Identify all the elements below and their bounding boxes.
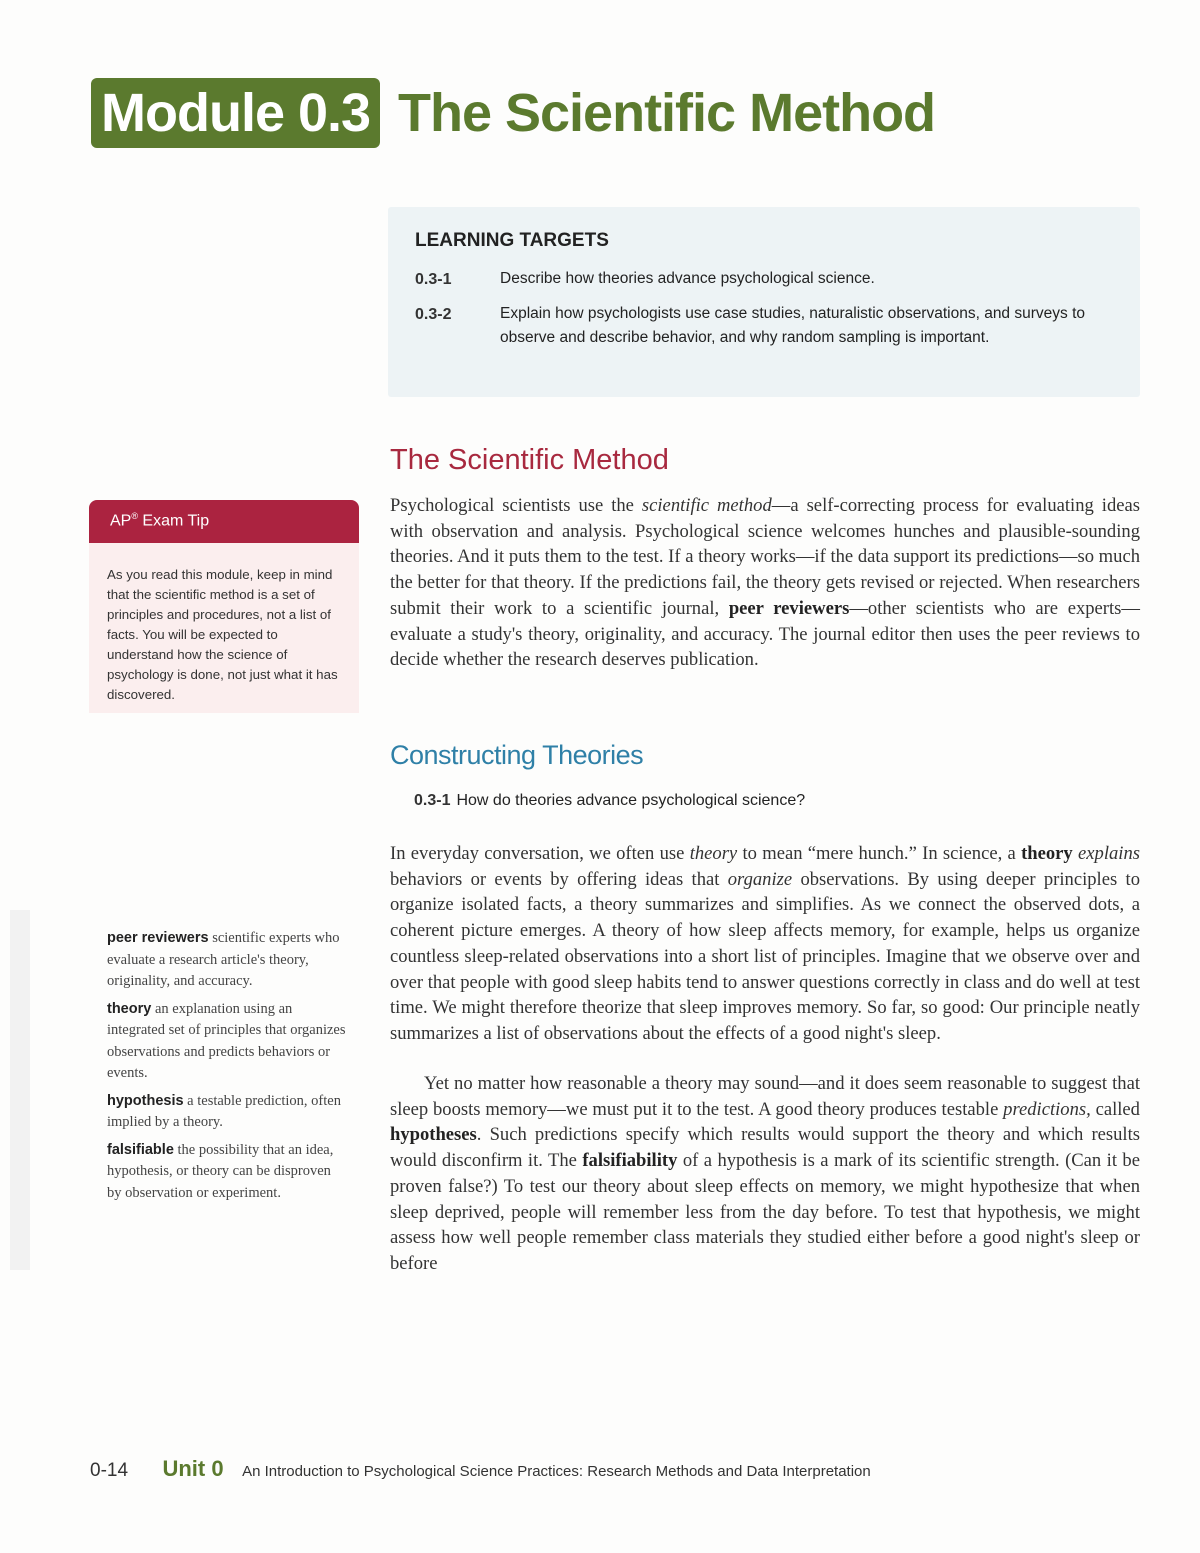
ap-tip-body: As you read this module, keep in mind that the scientific method is a set of principles and procedures, not a list of facts. You will be expected to understand how the science of psychology is done, not just what it has discovered. — [107, 567, 338, 702]
page-footer — [90, 1456, 871, 1482]
module-title: The Scientific Method — [398, 83, 936, 143]
margin-strip — [10, 910, 30, 1270]
question-number: 0.3-1 — [414, 792, 451, 809]
glossary-definition: an explanation using an integrated set of principles that organizes observations and predicts behaviors or events. — [107, 1000, 346, 1081]
glossary-definition: the possibility that an idea, hypothesis, or theory can be disproven by observation or experiment. — [107, 1141, 334, 1201]
body-paragraph: In everyday conversation, we often use theory to mean “mere hunch.” In science, a theory explains behaviors or events by offering ideas that organize observations. By using deeper principles to organize isolated facts, a theory summarizes and simplifies. As we connect the observed dots, a coherent picture emerges. A theory of how sleep affects memory, for example, helps us organize countless sleep-related observations into a short list of principles. Imagine that we observe over and over that people with good sleep habits tend to answer questions correctly in class and do well at test time. We might therefore theorize that sleep improves memory. So far, so good: Our principle neatly summarizes a list of observations about the effects of a good night's sleep. — [390, 843, 1140, 1044]
section-heading: The Scientific Method — [390, 444, 669, 476]
glossary-definition: a testable prediction, often implied by a theory. — [107, 1092, 341, 1130]
learning-target-text: Explain how psychologists use case studies, naturalistic observations, and surveys to observe and describe behavior, and why random sampling is important. — [500, 305, 1085, 346]
glossary — [107, 928, 347, 1210]
glossary-item — [107, 1140, 347, 1205]
learning-question — [414, 792, 805, 810]
learning-targets-heading: LEARNING TARGETS — [415, 230, 609, 251]
body-paragraph: Yet no matter how reasonable a theory may sound—and it does seem reasonable to suggest that sleep boosts memory—we must put it to the test. A good theory produces testable predictions, called hypotheses. Such predictions specify which results would support the theory and which results would disconfirm it. The falsifiability of a hypothesis is a mark of its scientific strength. (Can it be proven false?) To test our theory about sleep effects on memory, we might hypothesize that when sleep deprived, people will remember less from the day before. To test that hypothesis, we might assess how well people remember class materials they studied either before a good night's sleep or before — [390, 1073, 1140, 1274]
ap-tip-title: AP® Exam Tip — [110, 511, 210, 530]
page-number: 0-14 — [90, 1460, 129, 1481]
unit-label: Unit 0 — [162, 1456, 224, 1481]
subsection-heading: Constructing Theories — [390, 740, 644, 770]
glossary-item — [107, 1091, 347, 1134]
glossary-term: peer reviewers — [107, 930, 209, 946]
module-badge: Module 0.3 — [91, 78, 380, 148]
glossary-term: hypothesis — [107, 1092, 184, 1109]
glossary-term: theory — [107, 1000, 152, 1017]
question-text: How do theories advance psychological science? — [456, 792, 806, 809]
learning-target-number: 0.3-2 — [415, 306, 452, 323]
glossary-definition: scientific experts who evaluate a research article's theory, originality, and accuracy. — [107, 930, 340, 989]
glossary-item — [107, 928, 347, 993]
glossary-term: falsifiable — [107, 1141, 174, 1158]
glossary-item — [107, 999, 347, 1085]
unit-title: An Introduction to Psychological Science Practices: Research Methods and Data Interpretation — [242, 1463, 871, 1480]
section-paragraph: Psychological scientists use the scientific method—a self-correcting process for evaluating ideas with observation and analysis. Psychological science welcomes hunches and plausible-sounding theories. And it puts them to the test. If a theory works—if the data support its predictions—so much the better for that theory. If the predictions fail, the theory gets revised or rejected. When researchers submit their work to a scientific journal, peer reviewers—other scientists who are experts—evaluate a study's theory, originality, and accuracy. The journal editor then uses the peer reviews to decide whether the research deserves publication. — [390, 495, 1140, 671]
learning-target-text: Describe how theories advance psychological science. — [500, 270, 875, 287]
learning-target-number: 0.3-1 — [415, 271, 452, 288]
